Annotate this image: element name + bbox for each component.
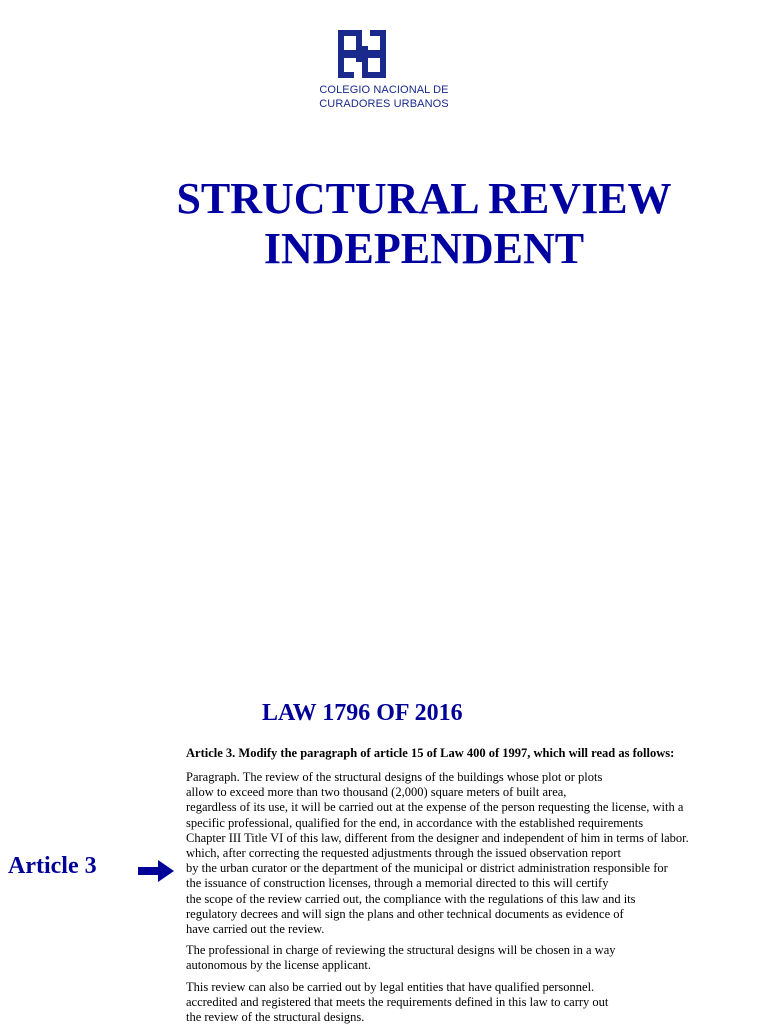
law-heading: LAW 1796 OF 2016 (262, 700, 463, 726)
text-line: which, after correcting the requested adjustments through the issued observation report (186, 846, 621, 861)
paragraph (186, 980, 768, 1026)
cncu-logo-icon (338, 30, 386, 78)
text-line: This review can also be carried out by legal entities that have qualified personnel. (186, 979, 595, 994)
article-heading: Article 3. Modify the paragraph of article 15 of Law 400 of 1997, which will read as follows: (186, 746, 675, 760)
document-title (0, 174, 768, 274)
logo-name-line1: COLEGIO NACIONAL DE (319, 84, 449, 96)
article-body (186, 770, 768, 1031)
title-line-2: INDEPENDENT (263, 224, 585, 273)
right-arrow-icon (138, 860, 174, 882)
text-line: specific professional, qualified for the end, in accordance with the established requirements (186, 815, 644, 830)
text-line: The professional in charge of reviewing the structural designs will be chosen in a way (186, 943, 616, 958)
text-line: accredited and registered that meets the requirements defined in this law to carry out (186, 994, 609, 1009)
text-line: Paragraph. The review of the structural designs of the buildings whose plot or plots (186, 770, 603, 784)
text-line: autonomous by the license applicant. (186, 958, 372, 973)
text-line: by the urban curator or the department of the municipal or district administration responsible for (186, 861, 668, 876)
paragraph (186, 943, 768, 973)
paragraph (186, 770, 768, 937)
text-line: Chapter III Title VI of this law, different from the designer and independent of him in terms of labor. (186, 830, 689, 845)
text-line: have carried out the review. (186, 922, 325, 937)
article-side-label: Article 3 (8, 853, 97, 879)
text-line: the issuance of construction licenses, through a memorial directed to this will certify (186, 876, 609, 891)
text-line: allow to exceed more than two thousand (2,000) square meters of built area, (186, 785, 567, 800)
logo (0, 30, 768, 120)
logo-name-line2: CURADORES URBANOS (319, 98, 449, 110)
text-line: the scope of the review carried out, the compliance with the regulations of this law and its (186, 891, 636, 906)
title-line-1: STRUCTURAL REVIEW (176, 174, 672, 223)
text-line: regardless of its use, it will be carried out at the expense of the person requesting the license, with a (186, 800, 684, 815)
text-line: the review of the structural designs. (186, 1010, 365, 1025)
text-line: regulatory decrees and will sign the plans and other technical documents as evidence of (186, 906, 624, 921)
